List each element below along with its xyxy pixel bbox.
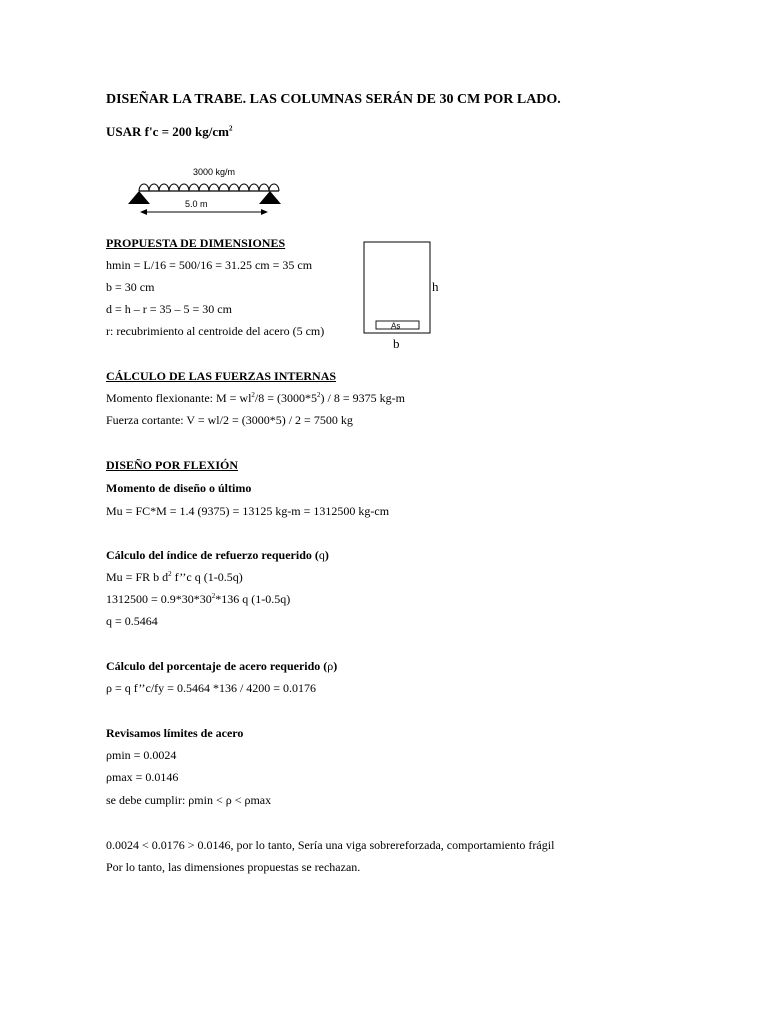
mu-heading: Momento de diseño o último	[106, 481, 252, 495]
forces-heading: CÁLCULO DE LAS FUERZAS INTERNAS	[106, 369, 337, 383]
shear-line: Fuerza cortante: V = wl/2 = (3000*5) / 2 = 7500 kg	[106, 413, 353, 427]
mu-line: Mu = FC*M = 1.4 (9375) = 13125 kg-m = 1312500 kg-cm	[106, 504, 390, 518]
page-title: DISEÑAR LA TRABE. LAS COLUMNAS SERÁN DE 30 CM POR LADO.	[106, 92, 561, 107]
load-label: 3000 kg/m	[193, 167, 236, 177]
right-support	[259, 191, 281, 204]
fc-text: USAR f'c = 200 kg/cm	[106, 124, 229, 139]
steel-label: As	[391, 321, 401, 331]
q-equation-1: Mu = FR b $d^2$ f’’c q (1-0.5q)	[106, 570, 243, 584]
flexure-heading: DISEÑO POR FLEXIÓN	[106, 458, 239, 472]
q-result: q = 0.5464	[106, 614, 158, 628]
b-line: b = 30 cm	[106, 280, 155, 294]
rho-heading: Cálculo del porcentaje de acero requerido (ρ)	[106, 659, 338, 673]
width-label: b	[393, 336, 400, 351]
q-heading: Cálculo del índice de refuerzo requerido (q)	[106, 548, 329, 562]
r-line: r: recubrimiento al centroide del acero (5 cm)	[106, 324, 325, 338]
conclusion-line-1: 0.0024 < 0.0176 > 0.0146, por lo tanto, Sería una viga sobrereforzada, comportamiento frágil	[106, 838, 555, 852]
height-label: h	[432, 279, 439, 294]
span-arrow-left	[140, 209, 147, 215]
rho-max-line: ρmax = 0.0146	[106, 770, 179, 784]
dimensions-heading: PROPUESTA DE DIMENSIONES	[106, 236, 286, 250]
conclusion-line-2: Por lo tanto, las dimensiones propuestas se rechazan.	[106, 860, 361, 874]
q-equation-2: $1312500 = 0.9*30*30^2*136$ q (1-0.5q)	[106, 592, 291, 606]
moment-line: Momento flexionante: $M = wl^2/8 = (3000*5^2) / 8 = 9375$ kg-m	[106, 391, 405, 405]
beam-diagram	[125, 160, 290, 215]
fc-line	[106, 125, 232, 139]
limits-heading: Revisamos límites de acero	[106, 726, 244, 740]
span-arrow-right	[261, 209, 268, 215]
section-outline	[364, 242, 430, 333]
d-line: d = h – r = 35 – 5 = 30 cm	[106, 302, 232, 316]
span-label: 5.0 m	[185, 199, 208, 209]
left-support	[128, 191, 150, 204]
fc-exponent: 2	[228, 124, 233, 133]
rho-min-line: ρmin = 0.0024	[106, 748, 177, 762]
section-diagram	[363, 241, 448, 353]
condition-line: se debe cumplir: ρmin < ρ < ρmax	[106, 793, 272, 807]
rho-equation: ρ = q f’’c/fy = 0.5464 *136 / 4200 = 0.0176	[106, 681, 317, 695]
distributed-load	[139, 184, 279, 191]
hmin-line: hmin = L/16 = 500/16 = 31.25 cm = 35 cm	[106, 258, 313, 272]
